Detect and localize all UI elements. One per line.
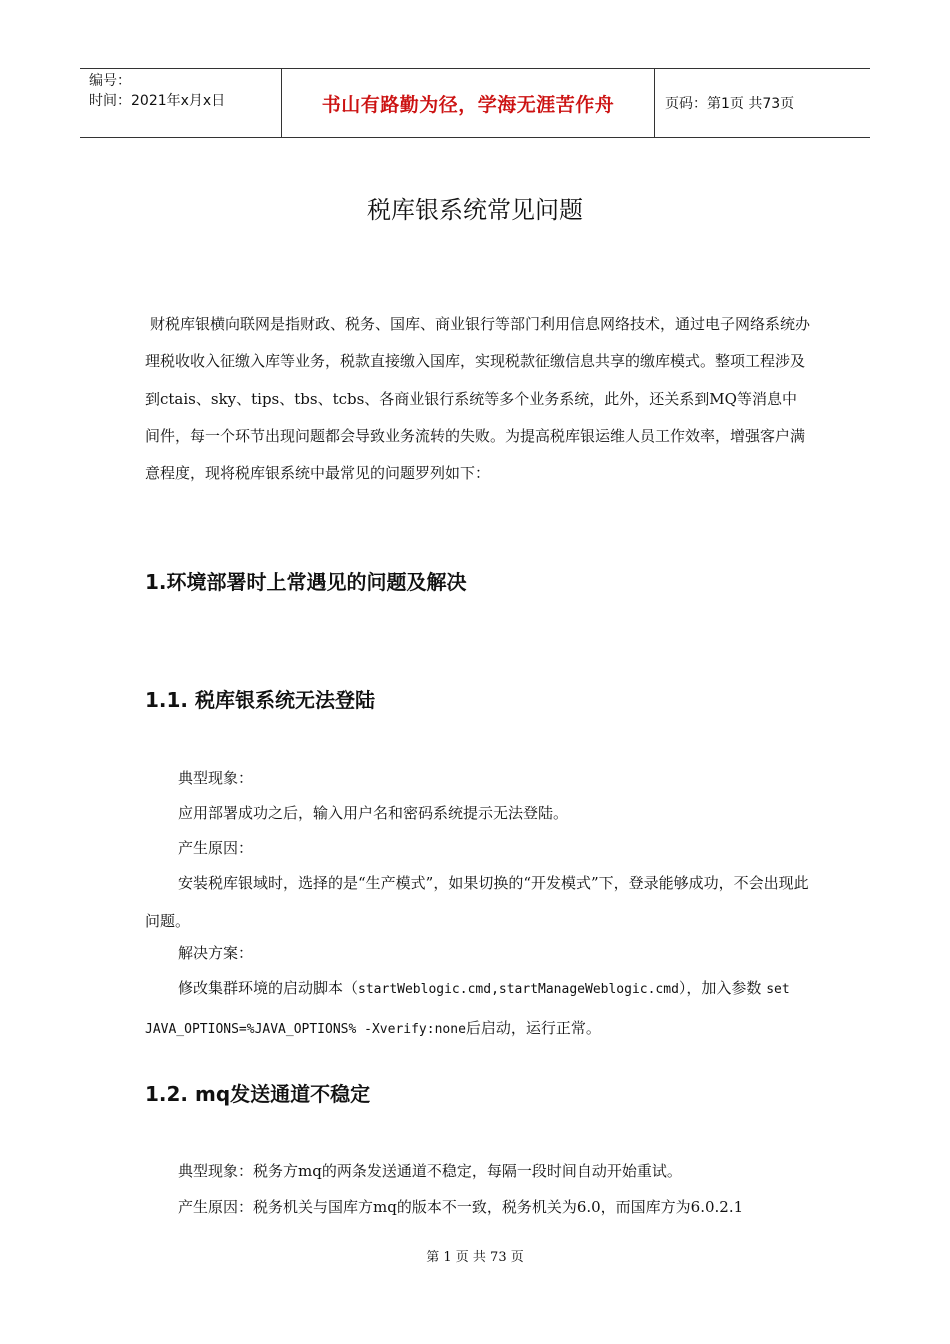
document-title: 税库银系统常见问题	[367, 196, 583, 224]
section-1-1-heading: 1.1. 税库银系统无法登陆	[145, 688, 375, 712]
solution-command: set JAVA_OPTIONS=%JAVA_OPTIONS% -Xverify:none	[145, 982, 790, 1037]
header-page-info: 页码：第1页 共73页	[665, 96, 795, 112]
header-number-label: 编号：	[89, 73, 131, 89]
header-meta	[80, 69, 282, 137]
section-1-heading: 1.环境部署时上常遇见的问题及解决	[145, 570, 467, 594]
symptom-label: 典型现象：	[178, 769, 254, 787]
solution-scripts: startWeblogic.cmd,startManageWeblogic.cmd	[358, 982, 679, 997]
solution-text	[145, 969, 813, 1049]
section-1-2-heading: 1.2. mq发送通道不稳定	[145, 1082, 371, 1106]
solution-label: 解决方案：	[178, 944, 254, 962]
solution-post: 后启动，运行正常。	[465, 1019, 601, 1037]
intro-paragraph: 财税库银横向联网是指财政、税务、国库、商业银行等部门利用信息网络技术，通过电子网络系统办理税收收入征缴入库等业务，税款直接缴入国库，实现税款征缴信息共享的缴库模式。整项工程涉及到ctais、sky、tips、tbs、tcbs、各商业银行系统等多个业务系统，此外，还关系到MQ等消息中间件，每一个环节出现问题都会导致业务流转的失败。为提高税库银运维人员工作效率，增强客户满意程度，现将税库银系统中最常见的问题罗列如下：	[145, 315, 811, 483]
mq-cause-text: 产生原因：税务机关与国库方mq的版本不一致，税务机关为6.0，而国库方为6.0.2.1	[178, 1198, 744, 1216]
header-time-label: 时间：2021年x月x日	[89, 93, 226, 109]
solution-mid: ），加入参数	[678, 979, 762, 997]
page-header	[80, 68, 870, 138]
solution-pre: 修改集群环境的启动脚本（	[178, 979, 359, 997]
cause-label: 产生原因：	[178, 839, 254, 857]
page-footer: 第 1 页 共 73 页	[426, 1250, 524, 1265]
cause-text: 安装税库银域时，选择的是“生产模式”，如果切换的“开发模式”下，登录能够成功，不会出现此问题。	[145, 874, 809, 930]
symptom-text: 应用部署成功之后，输入用户名和密码系统提示无法登陆。	[178, 804, 569, 822]
header-motto: 书山有路勤为径，学海无涯苦作舟	[282, 69, 655, 137]
mq-symptom-text: 典型现象：税务方mq的两条发送通道不稳定，每隔一段时间自动开始重试。	[178, 1162, 682, 1180]
